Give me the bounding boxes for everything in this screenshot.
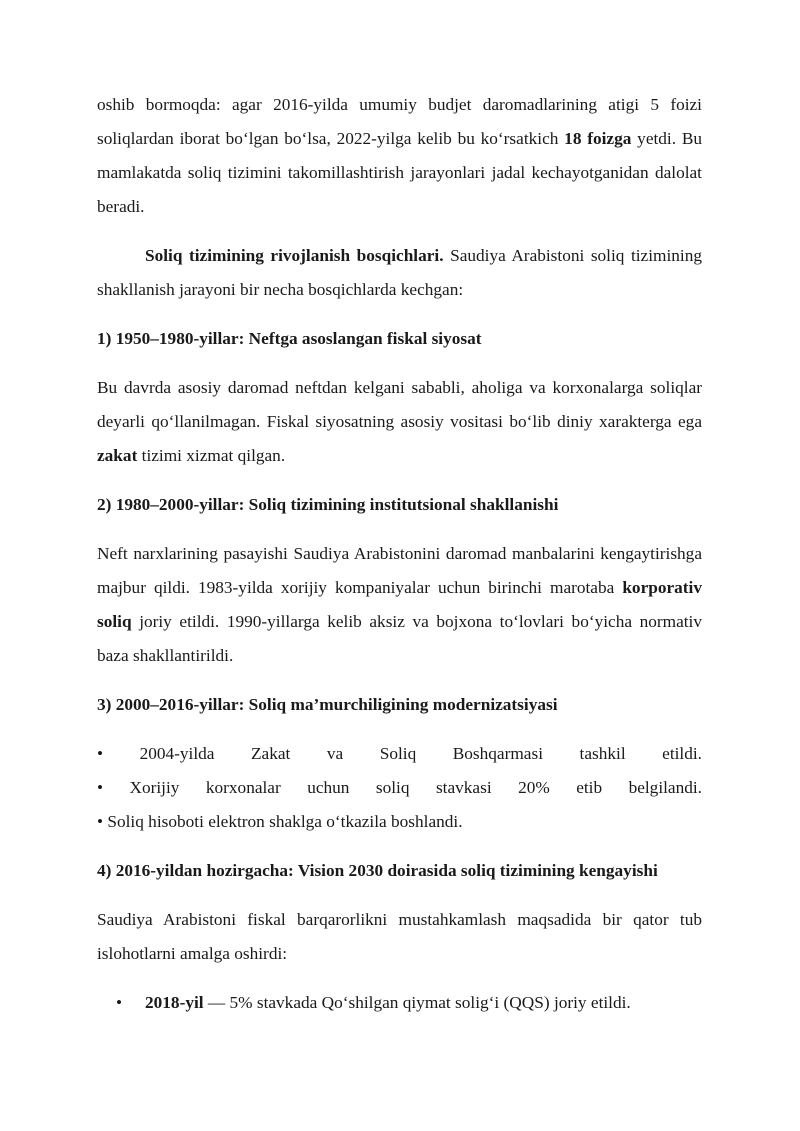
text: Bu davrda asosiy daromad neftdan kelgani sababli, aholiga va korxonalarga soliqlar deyarli qo‘llanilmagan. Fiskal siyosatning asosiy vositasi bo‘lib diniy xarakterga ega [97, 378, 702, 431]
bold-text: korporativ soliq [97, 578, 702, 631]
stage-heading-3: 3) 2000–2016-yillar: Soliq ma’murchiligining modernizatsiyasi [97, 695, 558, 714]
bold-text: zakat [97, 446, 138, 465]
bullet-line: • Xorijiy korxonalar uchun soliq stavkasi 20% etib belgilandi. [97, 778, 702, 797]
stage-heading-1: 1) 1950–1980-yillar: Neftga asoslangan fiskal siyosat [97, 329, 482, 348]
text: yetdi. Bu mamlakatda soliq tizimini takomillashtirish jarayonlari jadal kechayotganidan dalolat beradi. [97, 129, 703, 216]
list-item [97, 986, 702, 1020]
stage-heading-4: 4) 2016-yildan hozirgacha: Vision 2030 doirasida soliq tizimining kengayishi [97, 861, 658, 880]
bold-text: 2018-yil [145, 993, 204, 1012]
stage-heading-2: 2) 1980–2000-yillar: Soliq tizimining institutsional shakllanishi [97, 495, 559, 514]
reform-list [97, 986, 702, 1020]
text: oshib bormoqda: agar 2016-yilda umumiy budjet daromadlarining atigi 5 foizi soliqlardan iborat bo‘lgan bo‘lsa, 2022-yilga kelib bu ko‘rsatkich [97, 95, 702, 148]
paragraph-stage-2 [97, 537, 702, 673]
text: — 5% stavkada Qo‘shilgan qiymat solig‘i (QQS) joriy etildi. [203, 993, 631, 1012]
document-page [97, 88, 702, 1020]
paragraph-stages-intro [97, 239, 702, 307]
bullet-line: • 2004-yilda Zakat va Soliq Boshqarmasi tashkil etildi. [97, 744, 702, 763]
text: Neft narxlarining pasayishi Saudiya Arabistonini daromad manbalarini kengaytirishga majbur qildi. 1983-yilda xorijiy kompaniyalar uchun birinchi marotaba [97, 544, 702, 597]
paragraph-stage-1 [97, 371, 702, 473]
text: tizimi xizmat qilgan. [137, 446, 286, 465]
bullet-icon: • [116, 993, 123, 1012]
paragraph-budget-taxes [97, 88, 702, 224]
bold-text: 18 foizga [564, 129, 632, 148]
stage-3-bullets [97, 737, 702, 839]
section-title: Soliq tizimining rivojlanish bosqichlari. [145, 246, 444, 265]
paragraph-stage-4: Saudiya Arabistoni fiskal barqarorlikni mustahkamlash maqsadida bir qator tub islohotlarni amalga oshirdi: [97, 910, 702, 963]
bullet-line: • Soliq hisoboti elektron shaklga o‘tkazila boshlandi. [97, 812, 463, 831]
text: Saudiya Arabistoni soliq tizimining shakllanish jarayoni bir necha bosqichlarda kechgan: [97, 246, 702, 299]
text: joriy etildi. 1990-yillarga kelib aksiz va bojxona to‘lovlari bo‘yicha normativ baza shakllantirildi. [97, 612, 702, 665]
